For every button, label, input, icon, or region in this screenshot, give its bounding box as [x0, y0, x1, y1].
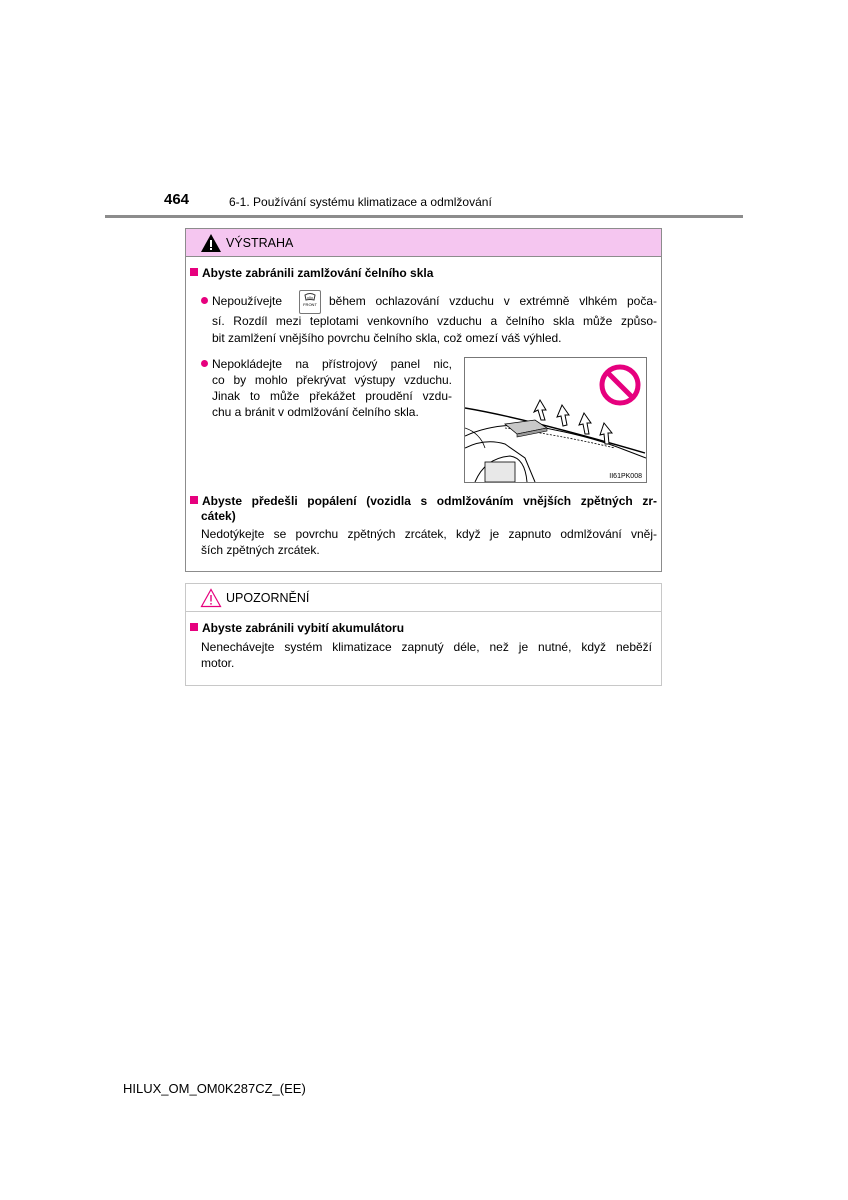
bullet2-line3: Jinak to může překážet proudění vzdu-: [212, 389, 452, 403]
front-defogger-button-icon: [299, 290, 321, 314]
round-bullet-icon: [201, 297, 208, 304]
warning-title: VÝSTRAHA: [226, 235, 294, 250]
square-bullet-icon: [190, 623, 198, 631]
bullet1-line1-start: Nepoužívejte: [201, 293, 282, 310]
caution-heading: Abyste zabránili vybití akumulátoru: [190, 620, 404, 636]
warning-header: [186, 229, 661, 257]
caution-title: UPOZORNĚNÍ: [226, 590, 310, 605]
svg-text:FRONT: FRONT: [303, 302, 317, 307]
caution-triangle-icon: [200, 588, 222, 608]
footer-code: HILUX_OM_OM0K287CZ_(EE): [123, 1081, 306, 1096]
header-rule: [105, 215, 743, 218]
warning-triangle-icon: [200, 233, 222, 253]
section-heading-windshield: Abyste zabránili zamlžování čelního skla: [190, 265, 433, 281]
bullet1-line2: sí. Rozdíl mezi teplotami venkovního vzduchu a čelního skla může způso-: [212, 314, 657, 328]
illustration-code: II61PK008: [609, 473, 642, 480]
caution-text-line2: motor.: [201, 656, 235, 670]
dashboard-illustration: [464, 357, 647, 483]
mirrors-text-line2: ších zpětných zrcátek.: [201, 543, 320, 557]
mirrors-text-line1: Nedotýkejte se povrchu zpětných zrcátek, když je zapnuto odmlžování vněj-: [201, 527, 657, 541]
section-heading-mirrors-cont: cátek): [201, 509, 236, 523]
front-defogger-icon: [300, 291, 320, 313]
bullet1-line3: bit zamlžení vnějšího povrchu čelního skla, což omezí váš výhled.: [212, 331, 562, 345]
caution-header: [186, 584, 661, 612]
bullet2-line4: chu a bránit v odmlžování čelního skla.: [212, 405, 419, 419]
bullet2-line2: co by mohlo překrývat výstupy vzduchu.: [212, 373, 452, 387]
round-bullet-icon: [201, 360, 208, 367]
bullet1-line1-end: během ochlazování vzduchu v extrémně vlhkém poča-: [329, 294, 657, 308]
bullet2-line1: Nepokládejte na přístrojový panel nic,: [201, 356, 452, 373]
dashboard-vents-drawing: [465, 358, 646, 482]
caution-text-line1: Nenechávejte systém klimatizace zapnutý déle, než je nutné, když neběží: [201, 640, 652, 654]
section-title: 6-1. Používání systému klimatizace a odmlžování: [229, 195, 492, 209]
square-bullet-icon: [190, 268, 198, 276]
page-number: 464: [164, 191, 190, 208]
square-bullet-icon: [190, 496, 198, 504]
section-heading-mirrors: Abyste předešli popálení (vozidla s odmlžováním vnějších zpětných zr-: [190, 493, 657, 509]
